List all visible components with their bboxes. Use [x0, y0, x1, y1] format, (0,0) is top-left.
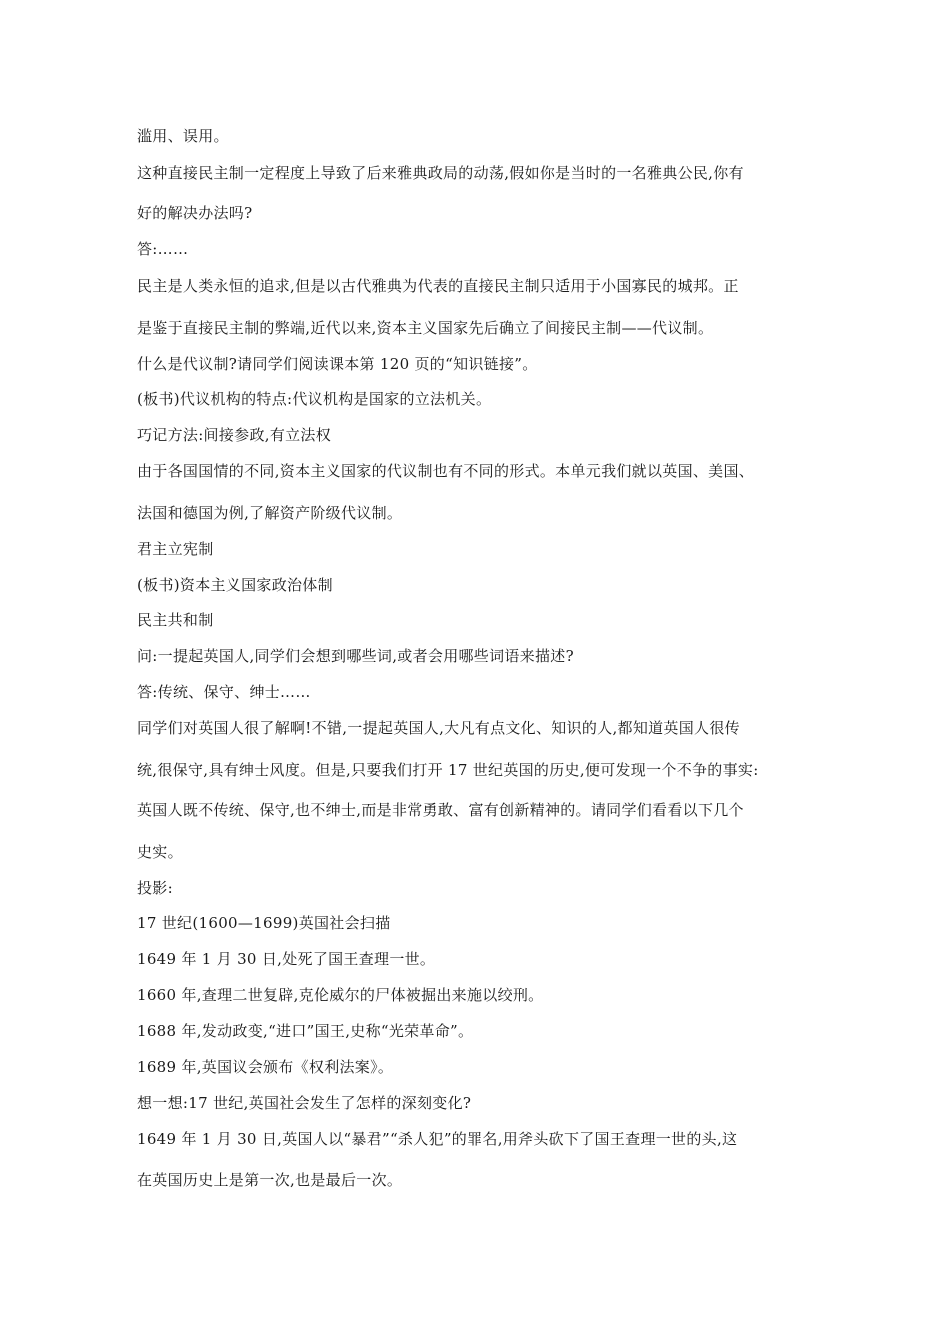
text-line: 1649 年 1 月 30 日,处死了国王查理一世。 [137, 950, 436, 968]
text-line: 法国和德国为例,了解资产阶级代议制。 [137, 504, 403, 522]
text-line: 1660 年,查理二世复辟,克伦威尔的尸体被掘出来施以绞刑。 [137, 986, 544, 1004]
text-line: 滥用、误用。 [137, 127, 229, 145]
text-line: 巧记方法:间接参政,有立法权 [137, 426, 332, 444]
text-line: 统,很保守,具有绅士风度。但是,只要我们打开 17 世纪英国的历史,便可发现一个不争的事实: [137, 761, 759, 779]
text-line: 君主立宪制 [137, 540, 214, 558]
text-line: 史实。 [137, 843, 183, 861]
text-line: 答:传统、保守、绅士…… [137, 683, 311, 701]
text-line: 投影: [137, 879, 173, 897]
text-line: 在英国历史上是第一次,也是最后一次。 [137, 1171, 403, 1189]
text-line: 好的解决办法吗? [137, 204, 253, 222]
text-line: 什么是代议制?请同学们阅读课本第 120 页的“知识链接”。 [137, 355, 538, 373]
text-line: (板书)代议机构的特点:代议机构是国家的立法机关。 [137, 390, 492, 408]
text-line: 民主共和制 [137, 611, 214, 629]
text-line: 民主是人类永恒的追求,但是以古代雅典为代表的直接民主制只适用于小国寡民的城邦。正 [137, 277, 739, 295]
text-line: 17 世纪(1600—1699)英国社会扫描 [137, 914, 391, 932]
text-line: 1689 年,英国议会颁布《权利法案》。 [137, 1058, 394, 1076]
text-line: 想一想:17 世纪,英国社会发生了怎样的深刻变化? [137, 1094, 472, 1112]
text-line: 是鉴于直接民主制的弊端,近代以来,资本主义国家先后确立了间接民主制——代议制。 [137, 319, 714, 337]
text-line: (板书)资本主义国家政治体制 [137, 576, 333, 594]
text-line: 问:一提起英国人,同学们会想到哪些词,或者会用哪些词语来描述? [137, 647, 574, 665]
text-line: 答:…… [137, 240, 189, 258]
text-line: 同学们对英国人很了解啊!不错,一提起英国人,大凡有点文化、知识的人,都知道英国人很传 [137, 719, 740, 737]
text-line: 1649 年 1 月 30 日,英国人以“暴君”“杀人犯”的罪名,用斧头砍下了国王查理一世的头,这 [137, 1130, 738, 1148]
text-line: 由于各国国情的不同,资本主义国家的代议制也有不同的形式。本单元我们就以英国、美国、 [137, 462, 755, 480]
text-line: 1688 年,发动政变,“进口”国王,史称“光荣革命”。 [137, 1022, 474, 1040]
text-line: 这种直接民主制一定程度上导致了后来雅典政局的动荡,假如你是当时的一名雅典公民,你有 [137, 164, 744, 182]
text-line: 英国人既不传统、保守,也不绅士,而是非常勇敢、富有创新精神的。请同学们看看以下几个 [137, 801, 744, 819]
